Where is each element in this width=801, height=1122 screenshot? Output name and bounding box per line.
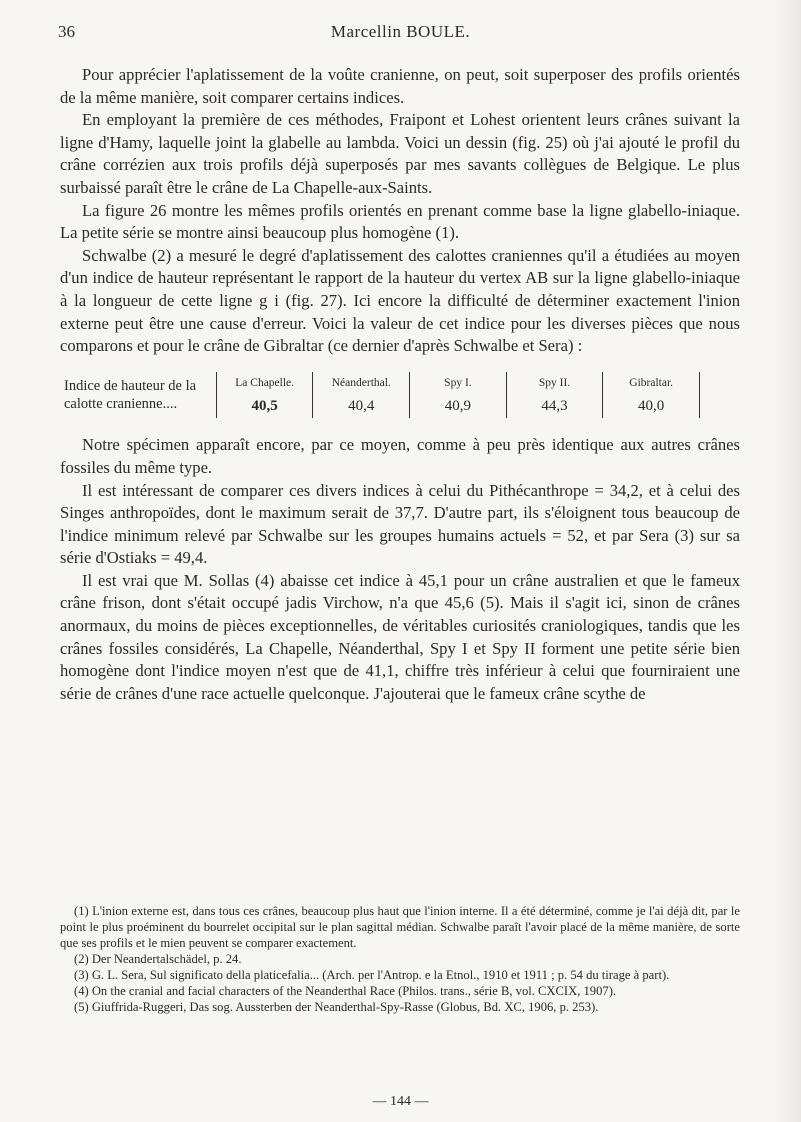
table-header-cell: Spy I. [410, 372, 507, 395]
table-header-cell: La Chapelle. [216, 372, 313, 395]
table-value-cell: 40,0 [603, 394, 700, 418]
paragraph: La figure 26 montre les mêmes profils orientés en prenant comme base la ligne glabello-iniaque. La petite série se montre ainsi beaucoup plus homogène (1). [60, 200, 740, 243]
table-value-cell: 40,4 [313, 394, 410, 418]
footnote: (3) G. L. Sera, Sul significato della platicefalia... (Arch. per l'Antrop. e la Etnol., 1910 et 1911 ; p. 54 du tirage à part). [74, 968, 670, 982]
footnotes [60, 903, 740, 1015]
footnote: (4) On the cranial and facial characters of the Neanderthal Race (Philos. trans., série B, vol. CXCIX, 1907). [74, 984, 617, 998]
paragraph: Il est intéressant de comparer ces divers indices à celui du Pithécanthrope = 34,2, et à celui des Singes anthropoïdes, dont le maximum serait de 37,7. D'autre part, ils s'éloignent tous beaucoup de l'indice minimum relevé par Schwalbe sur les groupes humains actuels = 52, et par Sera (3) sur sa série d'Ostiaks = 49,4. [60, 480, 740, 568]
page-header [0, 22, 801, 46]
footnote: (5) Giuffrida-Ruggeri, Das sog. Aussterben der Neanderthal-Spy-Rasse (Globus, Bd. XC, 1906, p. 253). [74, 1000, 599, 1014]
paragraph: En employant la première de ces méthodes, Fraipont et Lohest orientent leurs crânes suivant la ligne d'Hamy, laquelle joint la glabelle au lambda. Voici un dessin (fig. 25) où j'ai ajouté le profil du crâne corrézien aux trois profils déjà superposés par mes savants collègues de Belgique. Le plus surbaissé paraît être le crâne de La Chapelle-aux-Saints. [60, 110, 740, 197]
running-title: Marcellin BOULE. [330, 22, 471, 41]
folio: — 144 — [372, 1094, 429, 1109]
page-number: 36 [58, 22, 75, 41]
table-value-cell: 44,3 [506, 394, 603, 418]
table-row-label: Indice de hauteur de la calotte cranienne.... [64, 378, 197, 413]
page-edge-shadow [775, 0, 801, 1122]
table-value-cell: 40,5 [216, 394, 313, 418]
table-value-cell: 40,9 [410, 394, 507, 418]
table-header-cell: Gibraltar. [603, 372, 700, 395]
table-header-cell: Néanderthal. [313, 372, 410, 395]
paragraph: Il est vrai que M. Sollas (4) abaisse cet indice à 45,1 pour un crâne australien et que le fameux crâne frison, dont s'était occupé jadis Virchow, n'a que 45,6 (5). Mais il s'agit ici, sinon de crânes anormaux, du moins de pièces exceptionnelles, de véritables curiosités craniologiques, tandis que les crânes fossiles considérés, La Chapelle, Néanderthal, Spy I et Spy II forment une petite série bien homogène dont l'indice moyen n'est que de 41,1, chiffre très inférieur à celui que fourniraient une série de crânes d'une race actuelle quelconque. J'ajouterai que le fameux crâne scythe de [60, 570, 740, 703]
body-text [60, 64, 740, 705]
table-header-cell: Spy II. [506, 372, 603, 395]
height-index-table [60, 372, 700, 419]
paragraph: Notre spécimen apparaît encore, par ce moyen, comme à peu près identique aux autres crânes fossiles du même type. [60, 435, 740, 477]
paragraph: Pour apprécier l'aplatissement de la voûte cranienne, on peut, soit superposer des profils orientés de la même manière, soit comparer certains indices. [60, 65, 740, 107]
footnote: (2) Der Neandertalschädel, p. 24. [74, 952, 242, 966]
footnote: (1) L'inion externe est, dans tous ces crânes, beaucoup plus haut que l'inion interne. Il a été déterminé, comme je l'ai déjà dit, par le point le plus proéminent du bourrelet occipital sur le plan sagittal médian. Schwalbe paraît l'avoir placé de la même manière, de sorte que ses profils et le mien peuvent se comparer exactement. [60, 904, 740, 950]
paragraph: Schwalbe (2) a mesuré le degré d'aplatissement des calottes craniennes qu'il a étudiées au moyen d'un indice de hauteur représentant le rapport de la hauteur du vertex AB sur la ligne glabello-iniaque à la longueur de cette ligne g i (fig. 27). Ici encore la difficulté de déterminer exactement l'inion externe peut être une cause d'erreur. Voici la valeur de cet indice pour les diverses pièces que nous comparons et pour le crâne de Gibraltar (ce dernier d'après Schwalbe et Sera) : [60, 245, 740, 356]
